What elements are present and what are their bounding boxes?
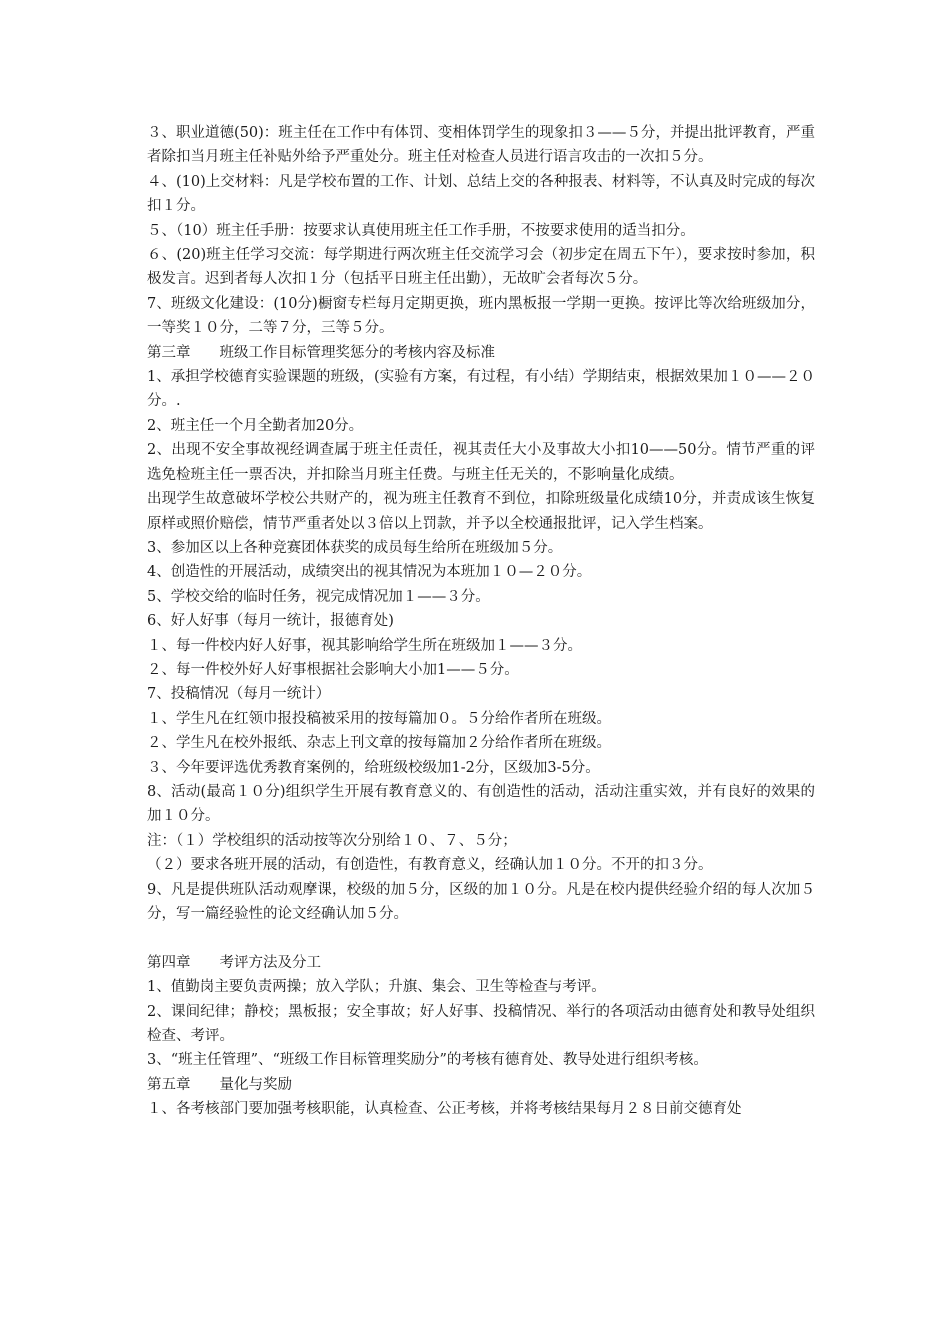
paragraph-submissions: 7、投稿情况（每月一统计） <box>147 686 331 703</box>
chapter-four-heading: 第四章 考评方法及分工 <box>147 954 321 971</box>
paragraph-research-project: 1、承担学校德育实验课题的班级，(实验有方案，有过程，有小结）学期结束，根据效果加１０——２０分。. <box>147 369 815 410</box>
paragraph-assessment-departments: １、各考核部门要加强考核职能，认真检查、公正考核，并将考核结果每月２８日前交德育处 <box>147 1101 742 1118</box>
blank-line <box>147 926 815 950</box>
paragraph-activities: 8、活动(最高１０分)组织学生开展有教育意义的、有创造性的活动，活动注重实效，并有良好的效果的加１０分。 <box>147 783 815 825</box>
paragraph-note-two: （２）要求各班开展的活动，有创造性，有教育意义，经确认加１０分。不开的扣３分。 <box>147 857 713 874</box>
paragraph-good-deeds: 6、好人好事（每月一统计，报德育处) <box>147 613 394 630</box>
paragraph-good-deeds-outside: ２、每一件校外好人好事根据社会影响大小加1——５分。 <box>147 661 519 678</box>
paragraph-temporary-tasks: 5、学校交给的临时任务，视完成情况加１——３分。 <box>147 588 490 605</box>
paragraph-submissions-cases: ３、今年要评选优秀教育案例的，给班级校级加1-2分，区级加3-5分。 <box>147 759 600 776</box>
paragraph-note-one: 注：（１）学校组织的活动按等次分别给１０、７、５分； <box>147 832 517 849</box>
paragraph-property-damage: 出现学生故意破坏学校公共财产的，视为班主任教育不到位，扣除班级量化成绩10分，并责成该生恢复原样或照价赔偿，情节严重者处以３倍以上罚款，并予以全校通报批评，记入学生档案。 <box>147 491 815 532</box>
paragraph-submissions-school-paper: １、学生凡在红领巾报投稿被采用的按每篇加０。５分给作者所在班级。 <box>147 710 611 727</box>
paragraph-competition: 3、参加区以上各种竞赛团体获奖的成员每生给所在班级加５分。 <box>147 539 563 556</box>
paragraph-duty-post: 1、值勤岗主要负责两操；放入学队；升旗、集会、卫生等检查与考评。 <box>147 979 606 996</box>
chapter-three-heading: 第三章 班级工作目标管理奖惩分的考核内容及标准 <box>147 344 495 361</box>
chapter-five-heading: 第五章 量化与奖励 <box>147 1076 292 1093</box>
paragraph-recess-discipline: 2、课间纪律；静校；黑板报；安全事故；好人好事、投稿情况、举行的各项活动由德育处和教导处组织检查、考评。 <box>147 1003 815 1045</box>
paragraph-class-culture: 7、班级文化建设：(10分)橱窗专栏每月定期更换，班内黑板报一学期一更换。按评比等次给班级加分，一等奖１０分，二等７分，三等５分。 <box>147 295 815 337</box>
paragraph-observation-class: 9、凡是提供班队活动观摩课，校级的加５分，区级的加１０分。凡是在校内提供经验介绍的每人次加５分，写一篇经验性的论文经确认加５分。 <box>147 881 815 922</box>
paragraph-submissions-external: ２、学生凡在校外报纸、杂志上刊文章的按每篇加２分给作者所在班级。 <box>147 735 611 752</box>
paragraph-good-deeds-inside: １、每一件校内好人好事，视其影响给学生所在班级加１——３分。 <box>147 637 582 654</box>
document-page <box>147 121 815 1122</box>
paragraph-creative-activities: 4、创造性的开展活动，成绩突出的视其情况为本班加１０—２０分。 <box>147 564 592 581</box>
paragraph-safety-incident: 2、出现不安全事故视经调查属于班主任责任，视其责任大小及事故大小扣10——50分。情节严重的评选免检班主任一票否决，并扣除当月班主任费。与班主任无关的，不影响量化成绩。 <box>147 442 815 483</box>
paragraph-handbook: ５、（10）班主任手册：按要求认真使用班主任工作手册，不按要求使用的适当扣分。 <box>147 222 695 239</box>
paragraph-materials: ４、(10)上交材料：凡是学校布置的工作、计划、总结上交的各种报表、材料等，不认真及时完成的每次扣１分。 <box>147 173 815 215</box>
paragraph-assessment-organizers: 3、“班主任管理”、“班级工作目标管理奖励分”的考核有德育处、教导处进行组织考核。 <box>147 1052 708 1069</box>
paragraph-exchange: ６、(20)班主任学习交流：每学期进行两次班主任交流学习会（初步定在周五下午），要求按时参加，积极发言。迟到者每人次扣１分（包括平日班主任出勤），无故旷会者每次５分。 <box>147 247 815 288</box>
paragraph-full-attendance: 2、班主任一个月全勤者加20分。 <box>147 417 364 434</box>
paragraph-ethics: ３、职业道德(50)：班主任在工作中有体罚、变相体罚学生的现象扣３——５分，并提出批评教育，严重者除扣当月班主任补贴外给予严重处分。班主任对检查人员进行语言攻击的一次扣５分。 <box>147 125 815 166</box>
